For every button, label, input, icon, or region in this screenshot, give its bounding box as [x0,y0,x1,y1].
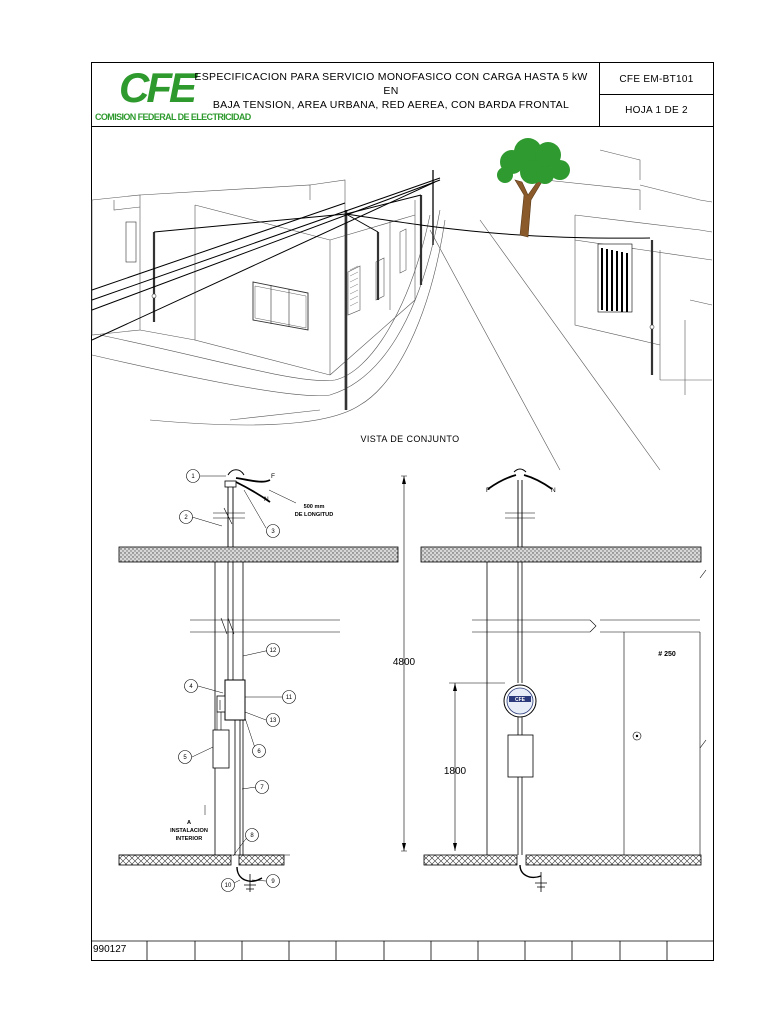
date-code: 990127 [93,944,127,955]
interior-note-2: INSTALACION [170,828,208,834]
house-number: # 250 [658,651,676,658]
interior-note-3: INTERIOR [175,836,203,842]
callout-label-9: 9 [271,879,275,885]
length-note-1: 500 mm [303,504,325,510]
meter-label: CFE [515,697,525,703]
length-note-2: DE LONGITUD [294,512,334,518]
left-house [92,180,415,390]
title-line-1: ESPECIFICACION PARA SERVICIO MONOFASICO CON CARGA HASTA 5 kW EN [194,71,588,97]
pole-group [154,170,652,410]
callout-label-13: 13 [269,718,277,724]
right-house [545,150,712,395]
callout-label-4: 4 [189,684,193,690]
callout-label-8: 8 [250,833,254,839]
callout-label-2: 2 [184,515,188,521]
callout-label-12: 12 [269,648,277,654]
interior-note-1: A [186,820,192,826]
perspective-view [92,150,712,470]
revision-strip [91,941,714,961]
left-detail-notes [170,473,333,842]
left-detail-elevation [119,470,398,892]
phase-label-right: F [486,487,490,494]
right-detail-elevation [401,469,706,892]
callout-label-11: 11 [285,695,293,701]
phase-label-left: F [271,473,275,480]
callout-label-7: 7 [260,785,264,791]
tree-illustration [497,138,570,237]
callout-label-5: 5 [183,755,187,761]
dimension-4800: 4800 [392,657,416,668]
logo-subtitle: COMISION FEDERAL DE ELECTRICIDAD [95,112,251,122]
view-title: VISTA DE CONJUNTO [360,434,460,444]
spec-code: CFE EM-BT101 [619,74,694,85]
neutral-label-right: N [551,487,556,494]
title-line-2: BAJA TENSION, AREA URBANA, RED AEREA, CON BARDA FRONTAL [212,99,570,111]
callout-label-3: 3 [271,529,275,535]
sheet-number: HOJA 1 DE 2 [625,105,688,116]
callout-label-10: 10 [224,883,232,889]
overhead-conductors [92,178,650,340]
dimension-1800: 1800 [443,766,467,777]
logo-text: CFE [119,64,194,111]
callout-label-1: 1 [191,474,195,480]
neutral-label-left: N [264,496,269,503]
callout-label-6: 6 [257,749,261,755]
